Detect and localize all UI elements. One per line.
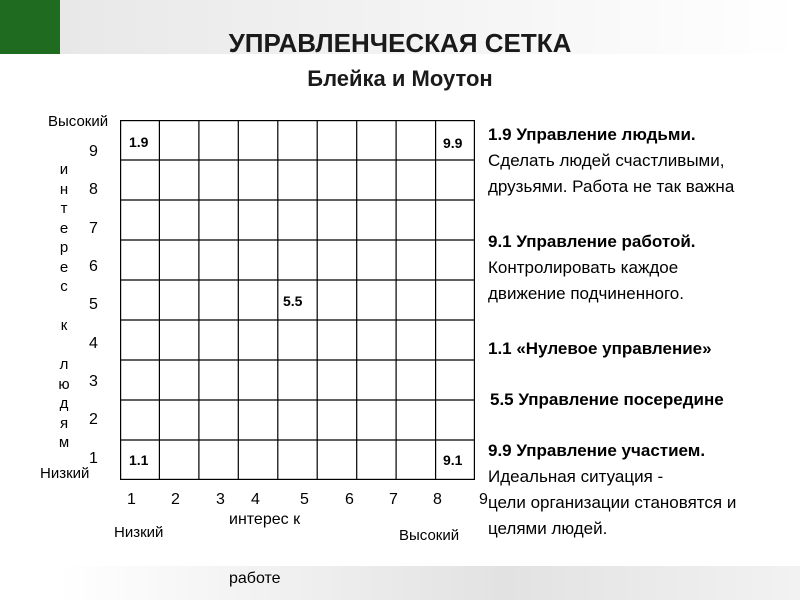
- description-9-1: [488, 229, 696, 307]
- y-tick: 9: [89, 143, 98, 160]
- x-tick: 5: [300, 491, 309, 508]
- y-title-char: ю: [58, 375, 70, 393]
- description-line: друзьями. Работа не так важна: [488, 177, 735, 196]
- x-axis-title-line2: работе: [229, 570, 281, 587]
- footer-band: [60, 566, 800, 600]
- x-tick: 9: [479, 491, 488, 508]
- x-tick: 6: [345, 491, 354, 508]
- description-line: цели организации становятся и: [488, 493, 737, 512]
- y-title-char: с: [60, 278, 68, 295]
- description-line: движение подчиненного.: [488, 284, 684, 303]
- x-tick: 2: [171, 491, 180, 508]
- x-tick: 4: [251, 491, 260, 508]
- x-tick: 3: [216, 491, 225, 508]
- description-heading: 9.1 Управление работой.: [488, 232, 696, 251]
- y-title-char: [57, 336, 71, 356]
- grid-cell-1-9: 1.9: [129, 134, 149, 150]
- x-axis-title-line1: интерес к: [229, 511, 301, 528]
- x-tick: 1: [127, 491, 136, 508]
- y-title-char: р: [59, 239, 69, 256]
- y-title-char: и: [59, 161, 69, 178]
- y-title-char: н: [59, 180, 69, 198]
- y-tick: 8: [89, 181, 98, 198]
- y-title-char: к: [60, 317, 68, 334]
- description-1-1: [488, 336, 712, 362]
- grid-cell-9-9: 9.9: [443, 135, 463, 151]
- grid-cell-1-1: 1.1: [129, 452, 149, 468]
- y-title-char: т: [60, 200, 68, 217]
- y-title-char: е: [59, 258, 69, 276]
- y-tick: 6: [89, 258, 98, 275]
- y-tick: 3: [89, 373, 98, 390]
- description-line: целями людей.: [488, 519, 608, 538]
- description-line: Сделать людей счастливыми,: [488, 151, 725, 170]
- y-title-char: я: [59, 414, 69, 432]
- y-axis-title: [57, 160, 71, 453]
- grid-cell-9-1: 9.1: [443, 452, 463, 468]
- y-tick: 2: [89, 411, 98, 428]
- grid-cell-5-5: 5.5: [283, 293, 303, 309]
- x-tick: 7: [389, 491, 398, 508]
- description-line: Контролировать каждое: [488, 258, 679, 277]
- y-tick: 4: [89, 335, 98, 352]
- y-title-char: [57, 297, 71, 317]
- slide-subtitle: Блейка и Моутон: [307, 66, 493, 91]
- description-line: Идеальная ситуация -: [488, 467, 664, 486]
- description-9-9: [488, 438, 736, 542]
- y-tick: 1: [89, 450, 98, 467]
- x-axis-high-label: Высокий: [399, 527, 460, 544]
- y-title-char: м: [58, 434, 70, 451]
- description-heading: 5.5 Управление посередине: [490, 390, 724, 409]
- y-tick: 7: [89, 220, 98, 237]
- description-heading: 1.9 Управление людьми.: [488, 125, 696, 144]
- x-axis-low-label: Низкий: [114, 524, 164, 541]
- x-tick: 8: [433, 491, 442, 508]
- y-axis-low-label: Низкий: [40, 465, 90, 482]
- y-title-char: е: [59, 219, 69, 237]
- y-axis-high-label: Высокий: [48, 113, 109, 130]
- y-title-char: д: [59, 395, 69, 412]
- slide-title: УПРАВЛЕНЧЕСКАЯ СЕТКА: [228, 28, 572, 58]
- description-heading: 9.9 Управление участием.: [488, 441, 706, 460]
- description-1-9: [488, 122, 734, 200]
- description-heading: 1.1 «Нулевое управление»: [488, 339, 712, 358]
- y-tick: 5: [89, 296, 98, 313]
- description-5-5: [490, 387, 724, 413]
- y-title-char: л: [59, 356, 69, 373]
